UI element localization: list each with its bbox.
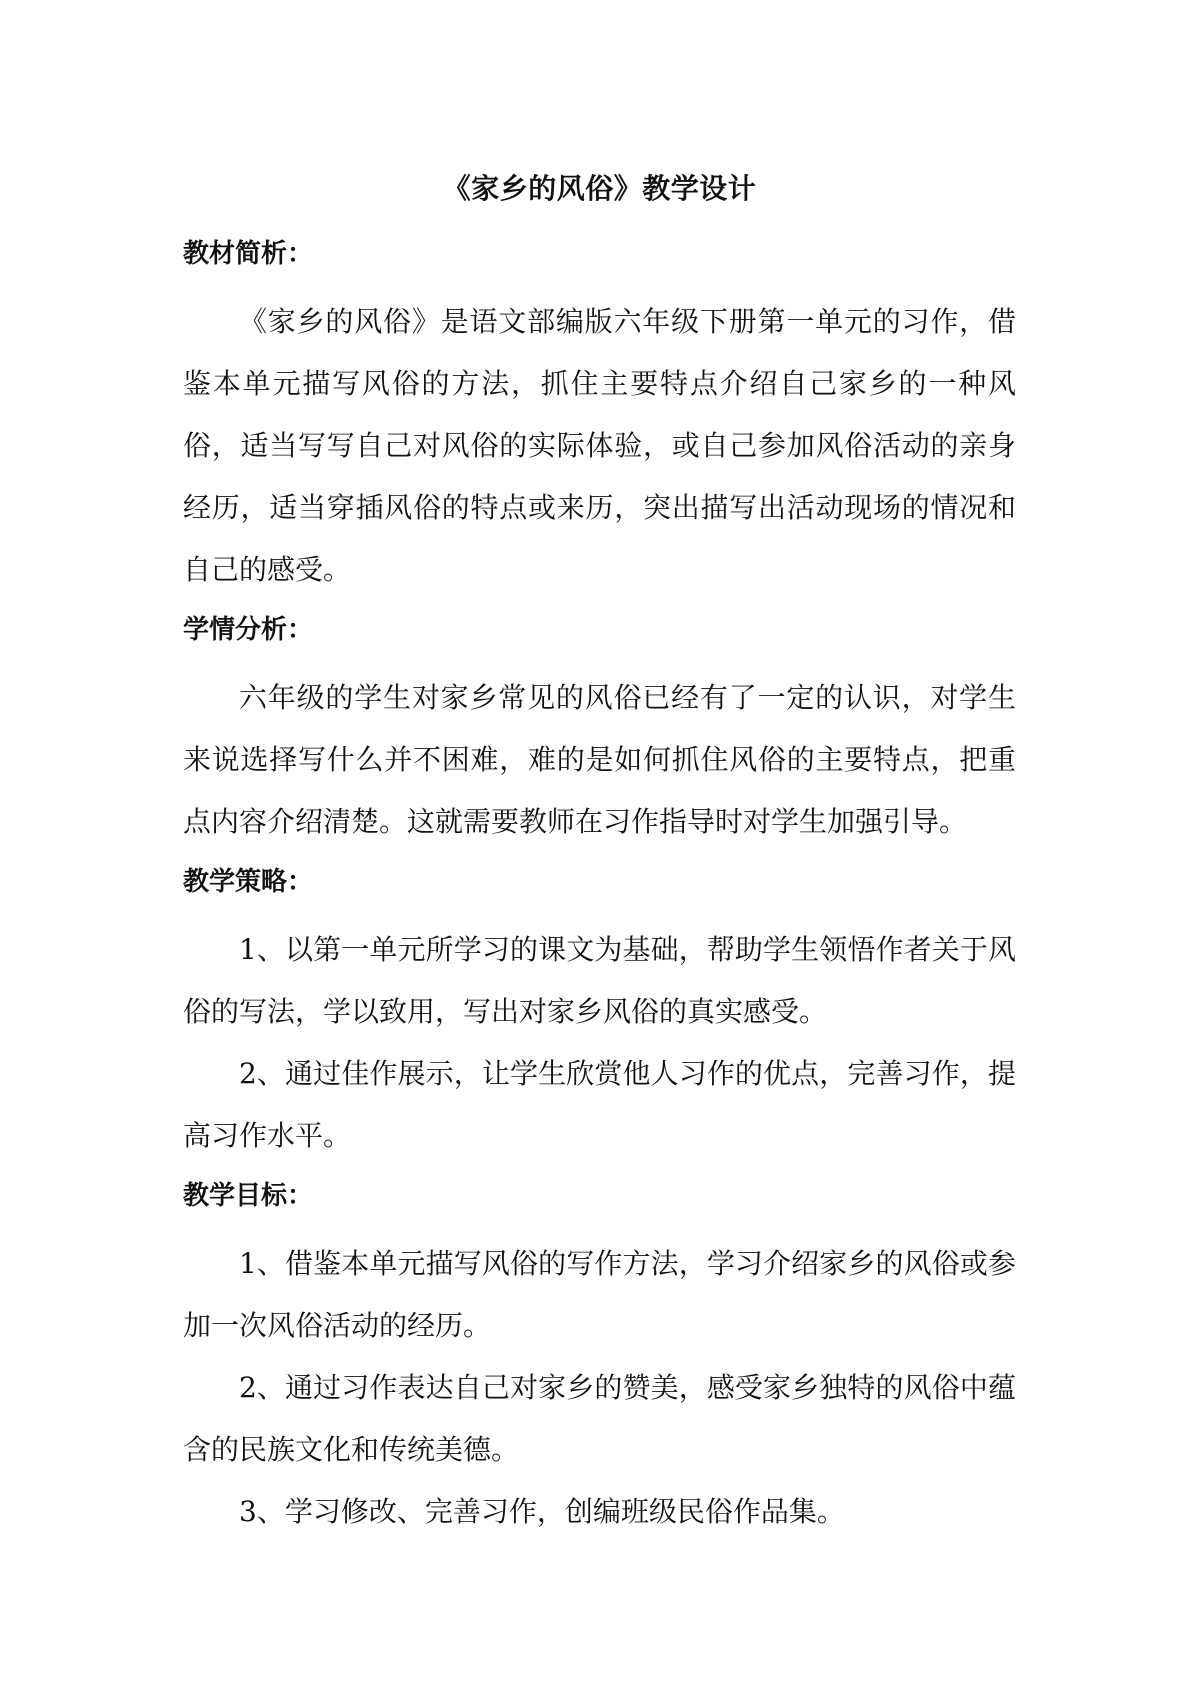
paragraph: 六年级的学生对家乡常见的风俗已经有了一定的认识，对学生来说选择写什么并不困难，难的是如何抓住风俗的主要特点，把重点内容介绍清楚。这就需要教师在习作指导时对学生加强引导。 xyxy=(183,681,1016,838)
paragraph: 1、以第一单元所学习的课文为基础，帮助学生领悟作者关于风俗的写法，学以致用，写出对家乡风俗的真实感受。 xyxy=(183,933,1016,1028)
paragraph: 《家乡的风俗》是语文部编版六年级下册第一单元的习作，借鉴本单元描写风俗的方法，抓住主要特点介绍自己家乡的一种风俗，适当写写自己对风俗的实际体验，或自己参加风俗活动的亲身经历，适当穿插风俗的特点或来历，突出描写出活动现场的情况和自己的感受。 xyxy=(183,305,1016,586)
paragraph: 1、借鉴本单元描写风俗的写作方法，学习介绍家乡的风俗或参加一次风俗活动的经历。 xyxy=(183,1247,1016,1342)
section-learner-analysis xyxy=(183,611,1016,853)
section-textbook-analysis xyxy=(183,235,1016,601)
paragraph: 2、通过佳作展示，让学生欣赏他人习作的优点，完善习作，提高习作水平。 xyxy=(183,1057,1016,1152)
section-heading: 教学目标： xyxy=(183,1181,314,1211)
paragraph: 2、通过习作表达自己对家乡的赞美，感受家乡独特的风俗中蕴含的民族文化和传统美德。 xyxy=(183,1371,1016,1466)
section-heading: 教材简析： xyxy=(183,239,314,269)
paragraph: 3、学习修改、完善习作，创编班级民俗作品集。 xyxy=(239,1495,845,1528)
section-heading: 学情分析： xyxy=(183,615,314,645)
section-heading: 教学策略： xyxy=(183,867,314,897)
section-teaching-goals xyxy=(183,1177,1016,1543)
document-title: 《家乡的风俗》教学设计 xyxy=(442,172,757,205)
section-teaching-strategy xyxy=(183,863,1016,1167)
